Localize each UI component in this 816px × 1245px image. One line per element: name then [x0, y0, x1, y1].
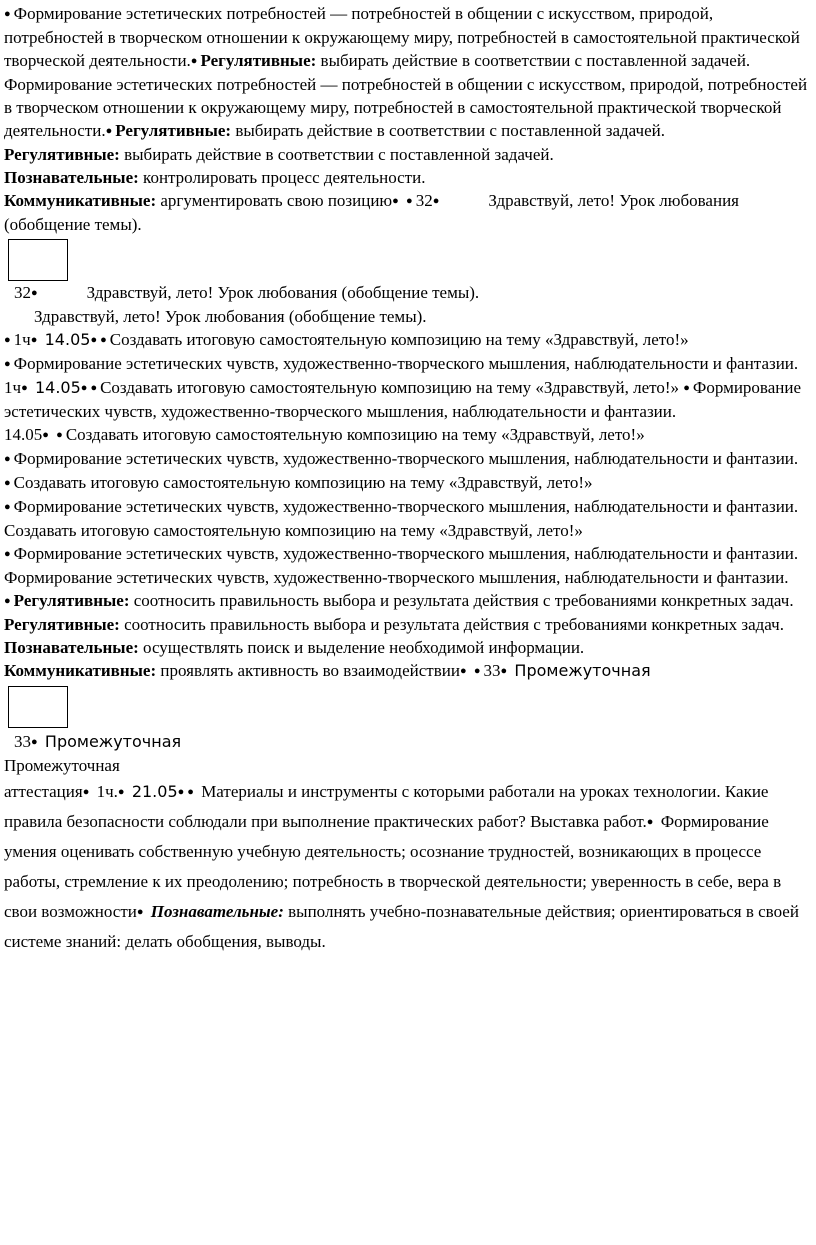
bullet-icon: [187, 782, 197, 801]
bullet-icon: [191, 51, 201, 70]
regulative-label: Регулятивные:: [4, 145, 120, 164]
paragraph-cognitive: Познавательные: контролировать процесс деятельности.: [4, 168, 426, 187]
paragraph-lesson-title: [4, 305, 810, 328]
paragraph-aesthetic-needs-1: ● Формирование эстетических потребностей — потребностей в общении с искусством, природой, потребностей в творческом отношении к окружающему миру, потребностей в самостоятельной практической творческой деятельности.● Регулятивные: выбирать действие в соответствии с поставленной задачей.: [4, 0, 810, 73]
lesson-title: Здравствуй, лето! Урок любования (обобщение темы).: [86, 283, 480, 302]
paragraph-task-2: 1ч● 14.05● ● Создавать итоговую самостоятельную композицию на тему «Здравствуй, лето!» ● Формирование эстетических чувств, художественно-творческого мышления, наблюдательности и фантазии.: [4, 376, 810, 423]
bullet-icon: [21, 378, 31, 397]
paragraph-aesthetic-needs-2: Формирование эстетических потребностей — потребностей в общении с искусством, природой, потребностей в творческом отношении к окружающему миру, потребностей в самостоятельной практической творческой деятельности.● Регулятивные: выбирать действие в соответствии с поставленной задачей.: [4, 73, 810, 143]
communicative-label: Коммуникативные:: [4, 661, 157, 680]
paragraph-attestation: аттестация● 1ч.● 21.05● ● Материалы и инструменты с которыми работали на уроках технологии. Какие правила безопасности соблюдали при выполнение практических работ? Выставка работ.● Формирование умения оценивать собственную учебную деятельность; осознание трудностей, возникающих в процессе работы, стремление к их преодолению; потребность в творческой деятельности; уверенность в себе, вера в свои возможности● Познавательные: выполнять учебно-познавательные действия; ориентироваться в своей системе знаний: делать обобщения, выводы.: [4, 777, 810, 957]
bullet-icon: [90, 378, 100, 397]
bullet-icon: [4, 4, 14, 23]
regulative-label: Регулятивные:: [13, 591, 130, 610]
paragraph-task-5: Создавать итоговую самостоятельную композицию на тему «Здравствуй, лето!» ● Формирование эстетических чувств, художественно-творческого мышления, наблюдательности и фантазии.: [4, 519, 810, 566]
bullet-icon: [683, 378, 693, 397]
paragraph-task-4: ● Создавать итоговую самостоятельную композицию на тему «Здравствуй, лето!» ● Формирование эстетических чувств, художественно-творческого мышления, наблюдательности и фантазии.: [4, 471, 810, 519]
regulative-label: Регулятивные:: [4, 615, 120, 634]
cognitive-label: Познавательные:: [4, 168, 139, 187]
bullet-icon: [178, 782, 188, 801]
hours: 1ч: [13, 330, 31, 349]
bullet-icon: [647, 812, 657, 831]
bullet-icon: [100, 330, 110, 349]
bullet-icon: [4, 591, 14, 610]
paragraph-task-1: ● 1ч● 14.05● ● Создавать итоговую самостоятельную композицию на тему «Здравствуй, лето!» ● Формирование эстетических чувств, художественно-творческого мышления, наблюдательности и фантазии.: [4, 328, 810, 376]
bullet-icon: [31, 283, 41, 302]
paragraph-cognitive-2: Познавательные: осуществлять поиск и выделение необходимой информации.: [4, 638, 585, 657]
bullet-icon: [83, 782, 93, 801]
bullet-icon: [501, 661, 511, 680]
date: 14.05: [34, 378, 81, 397]
bullet-icon: [392, 191, 402, 210]
bullet-icon: [4, 497, 14, 516]
bullet-icon: [4, 544, 14, 563]
bullet-icon: [106, 121, 116, 140]
communicative-label: Коммуникативные:: [4, 191, 157, 210]
paragraph-regulative: Регулятивные: выбирать действие в соответствии с поставленной задачей.: [4, 145, 554, 164]
lesson-number: 33: [14, 732, 31, 751]
paragraph-regulative-2: ● Регулятивные: соотносить правильность выбора и результата действия с требованиями конкретных задач.: [4, 589, 810, 613]
hours: 1ч.: [96, 782, 118, 801]
lesson-title: Здравствуй, лето! Урок любования (обобщение темы).: [4, 191, 739, 234]
bullet-icon: [90, 330, 100, 349]
cognitive-label: Познавательные:: [4, 638, 139, 657]
regulative-label: Регулятивные:: [115, 121, 232, 140]
bullet-icon: [118, 782, 128, 801]
bullet-icon: [406, 191, 416, 210]
date: 21.05: [131, 782, 178, 801]
lesson-title: Здравствуй, лето! Урок любования (обобщение темы).: [34, 307, 427, 326]
lesson-title: Промежуточная: [514, 661, 651, 680]
bullet-icon: [56, 425, 66, 444]
date: 14.05: [4, 425, 43, 444]
hours: 1ч: [4, 378, 22, 397]
lesson-number: 32: [14, 283, 31, 302]
bullet-icon: [31, 330, 41, 349]
paragraph-lesson-33: [4, 728, 810, 754]
bullet-icon: [4, 354, 14, 373]
paragraph-lesson-32: [4, 281, 810, 305]
paragraph-communicative: Коммуникативные: аргументировать свою позицию● ● 32● Здравствуй, лето! Урок любования (обобщение темы).: [4, 189, 810, 236]
bullet-icon: [4, 330, 14, 349]
bullet-icon: [474, 661, 484, 680]
date: 14.05: [44, 330, 91, 349]
bullet-icon: [137, 902, 147, 921]
lesson-number: 32: [415, 191, 433, 210]
lesson-title: Промежуточная: [44, 732, 182, 751]
regulative-label: Регулятивные:: [200, 51, 317, 70]
paragraph-regulative-3: Регулятивные: соотносить правильность выбора и результата действия с требованиями конкретных задач.: [4, 615, 784, 634]
lesson-number: 33: [483, 661, 501, 680]
bullet-icon: [433, 191, 443, 210]
bullet-icon: [81, 378, 91, 397]
bullet-icon: [4, 449, 14, 468]
bullet-icon: [460, 661, 470, 680]
empty-table-cell: [8, 239, 68, 281]
bullet-icon: [42, 425, 52, 444]
paragraph-communicative-2: Коммуникативные: проявлять активность во взаимодействии● ● 33● Промежуточная: [4, 659, 810, 683]
bullet-icon: [4, 473, 14, 492]
paragraph-intermediate: Промежуточная: [4, 756, 120, 775]
cognitive-label: Познавательные:: [150, 902, 284, 921]
paragraph-task-3: 14.05● ● Создавать итоговую самостоятельную композицию на тему «Здравствуй, лето!» ● Формирование эстетических чувств, художественно-творческого мышления, наблюдательности и фантазии.: [4, 423, 810, 471]
empty-table-cell: [8, 686, 68, 728]
bullet-icon: [31, 732, 41, 751]
paragraph-goal: Формирование эстетических чувств, художественно-творческого мышления, наблюдательности и фантазии.: [4, 568, 789, 587]
